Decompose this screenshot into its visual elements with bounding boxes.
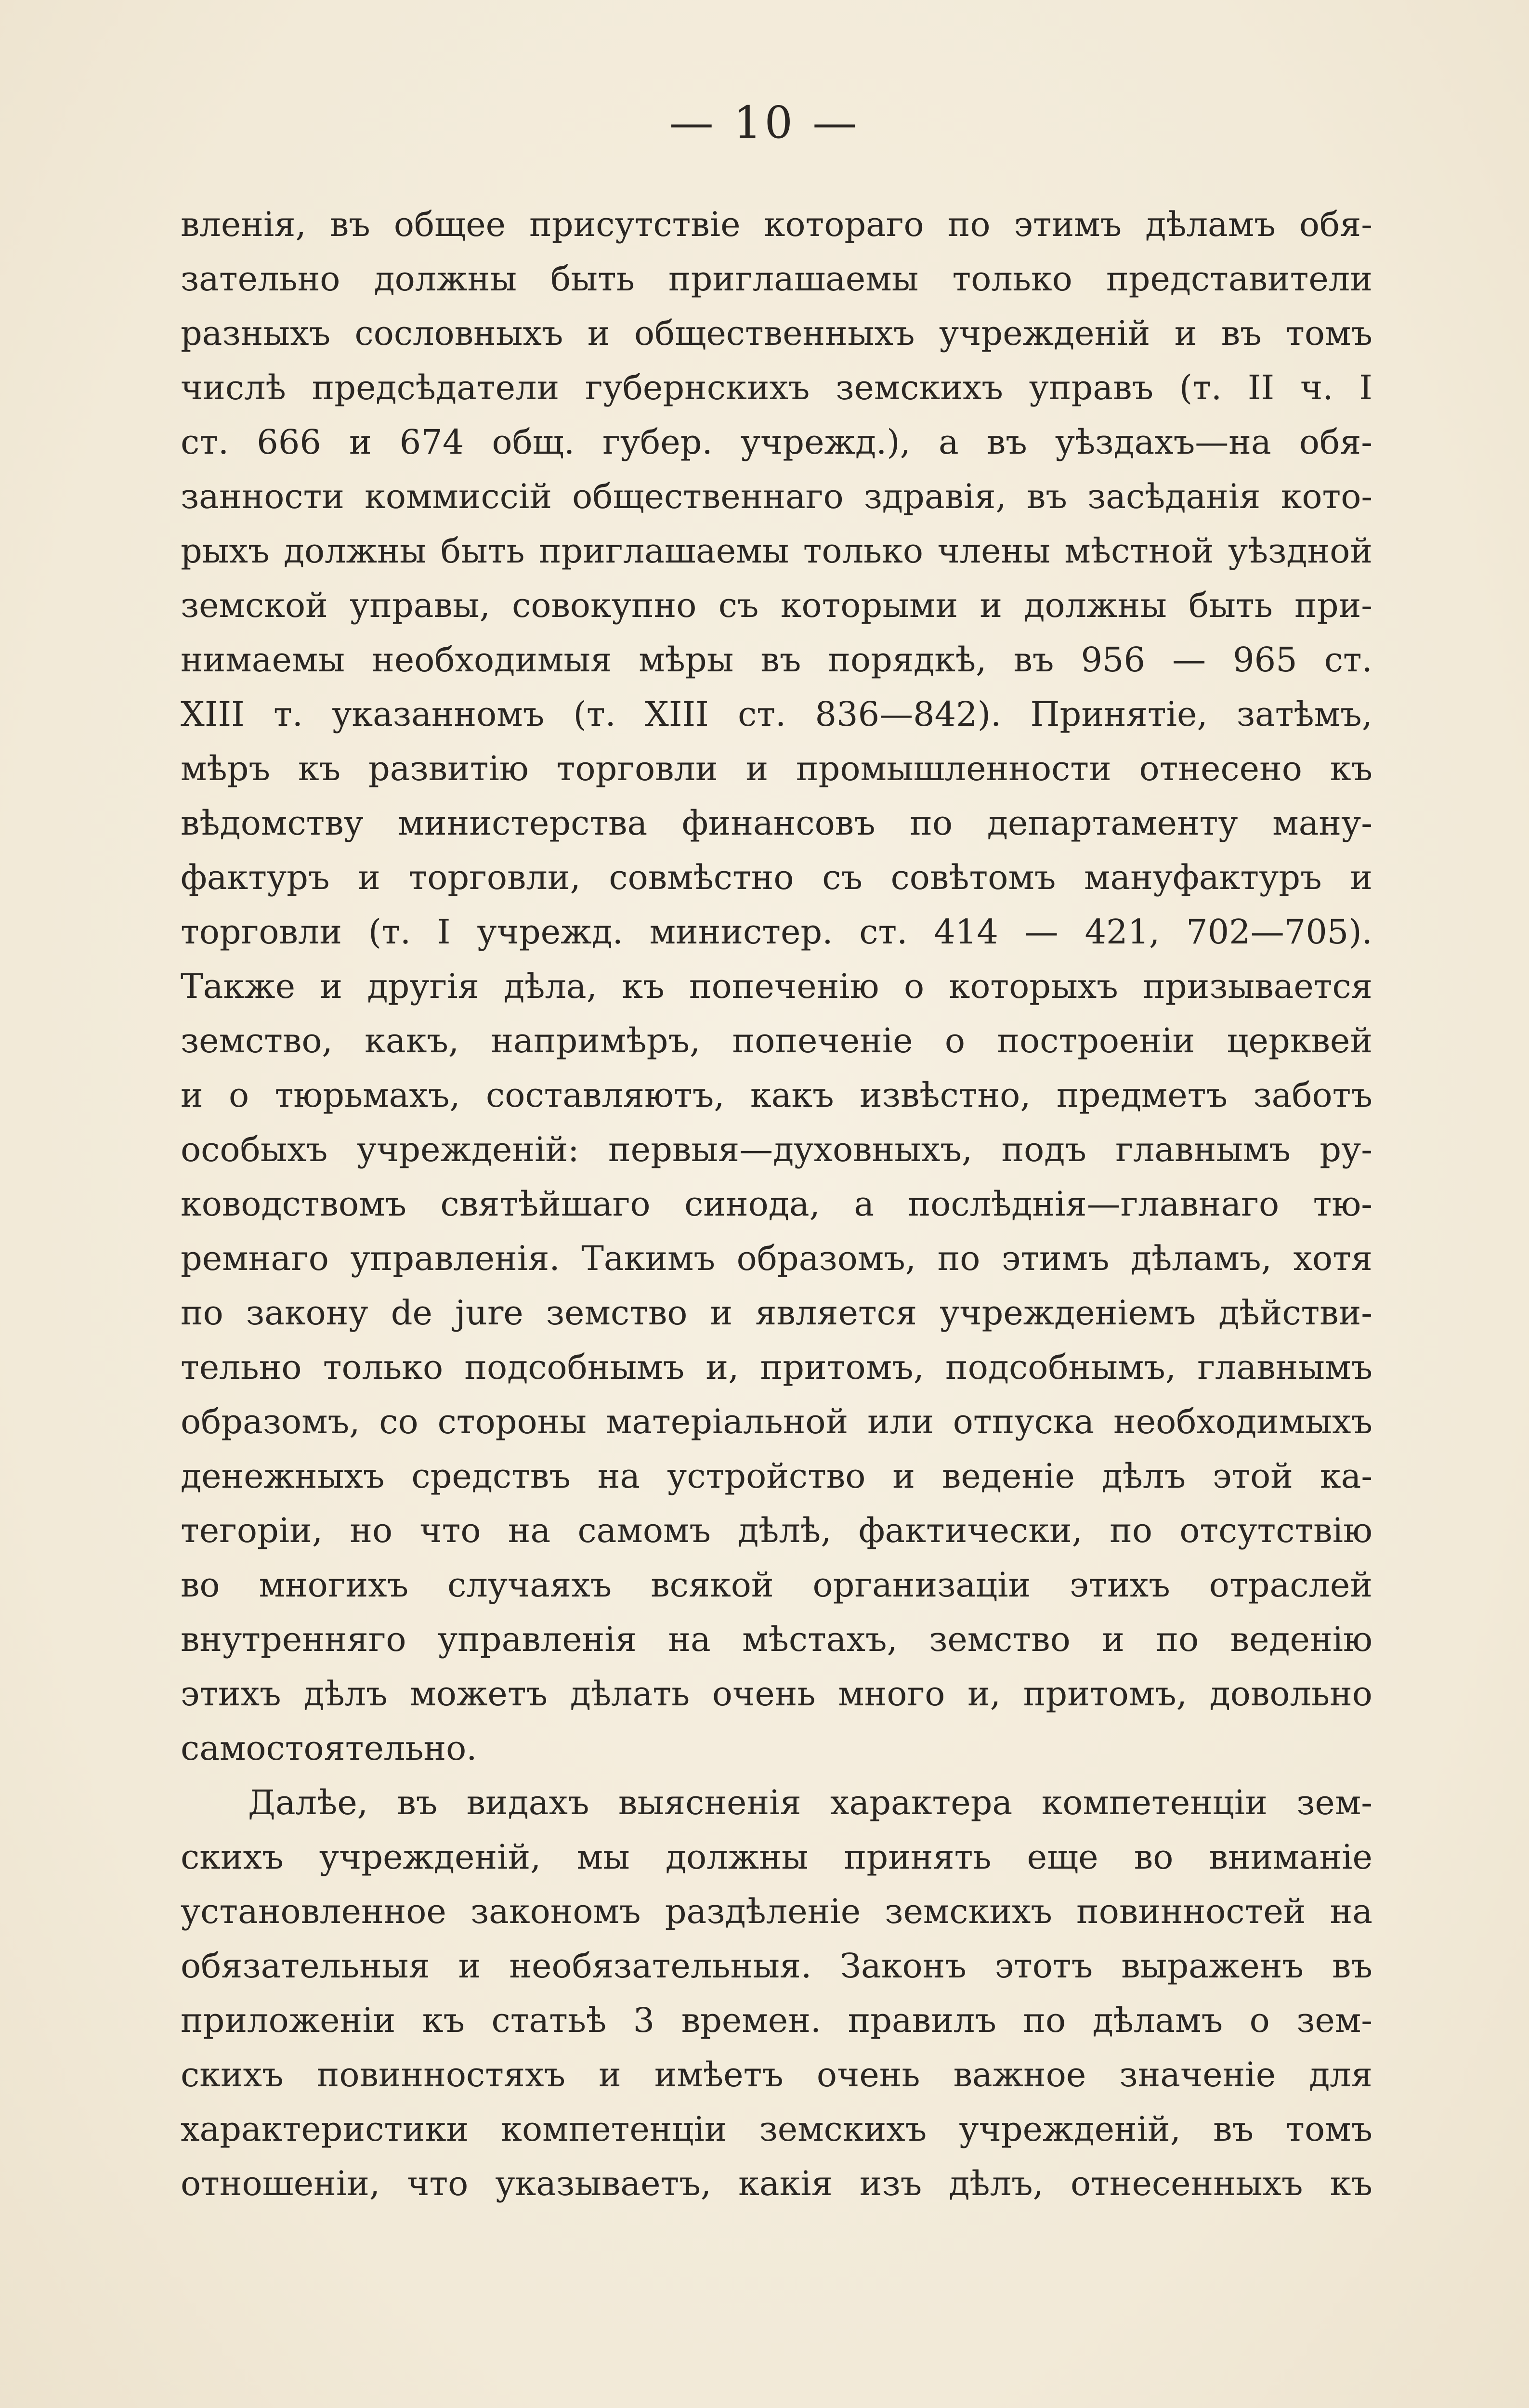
text-line: Далѣе, въ видахъ выясненія характера компетенціи зем- <box>248 1783 1372 1822</box>
text-line: характеристики компетенціи земскихъ учрежденій, въ томъ <box>181 2109 1372 2149</box>
text-line: ководствомъ святѣйшаго синода, а послѣднія—главнаго тю- <box>181 1184 1372 1224</box>
text-line: мѣръ къ развитію торговли и промышленности отнесено къ <box>181 749 1372 788</box>
text-line: тельно только подсобнымъ и, притомъ, подсобнымъ, главнымъ <box>181 1348 1372 1387</box>
text-line: скихъ повинностяхъ и имѣетъ очень важное значеніе для <box>181 2055 1372 2094</box>
text-line: вѣдомству министерства финансовъ по департаменту ману- <box>181 803 1372 843</box>
text-line: торговли (т. I учрежд. министер. ст. 414 — 421, 702—705). <box>181 912 1372 952</box>
text-line: образомъ, со стороны матеріальной или отпуска необходимыхъ <box>181 1402 1372 1441</box>
text-line: XIII т. указанномъ (т. XIII ст. 836—842). Принятіе, затѣмъ, <box>181 694 1372 734</box>
text-line: установленное закономъ раздѣленіе земскихъ повинностей на <box>181 1892 1372 1931</box>
text-line: обязательныя и необязательныя. Законъ этотъ выраженъ въ <box>181 1946 1372 1986</box>
text-line: Также и другія дѣла, къ попеченію о которыхъ призывается <box>181 967 1372 1006</box>
text-line: рыхъ должны быть приглашаемы только члены мѣстной уѣздной <box>181 531 1372 571</box>
text-line: ст. 666 и 674 общ. губер. учрежд.), а въ уѣздахъ—на обя- <box>181 422 1372 462</box>
text-line: разныхъ сословныхъ и общественныхъ учрежденій и въ томъ <box>181 314 1372 353</box>
text-line: самостоятельно. <box>181 1728 477 1768</box>
text-line: тегоріи, но что на самомъ дѣлѣ, фактически, по отсутствію <box>181 1511 1372 1550</box>
text-line: приложеніи къ статьѣ 3 времен. правилъ по дѣламъ о зем- <box>181 2001 1372 2040</box>
body-text <box>181 197 1372 2211</box>
text-line: внутренняго управленія на мѣстахъ, земство и по веденію <box>181 1620 1372 1659</box>
text-line: фактуръ и торговли, совмѣстно съ совѣтомъ мануфактуръ и <box>181 858 1372 897</box>
text-line: ремнаго управленія. Такимъ образомъ, по этимъ дѣламъ, хотя <box>181 1239 1372 1278</box>
text-line: земство, какъ, напримѣръ, попеченіе о построеніи церквей <box>181 1021 1372 1060</box>
text-line: во многихъ случаяхъ всякой организаціи этихъ отраслей <box>181 1565 1372 1605</box>
text-line: этихъ дѣлъ можетъ дѣлать очень много и, притомъ, довольно <box>181 1674 1372 1714</box>
text-line: денежныхъ средствъ на устройство и веденіе дѣлъ этой ка- <box>181 1456 1372 1496</box>
text-line: нимаемы необходимыя мѣры въ порядкѣ, въ 956 — 965 ст. <box>181 640 1372 680</box>
text-line: скихъ учрежденій, мы должны принять еще во вниманіе <box>181 1837 1372 1877</box>
text-line: и о тюрьмахъ, составляютъ, какъ извѣстно, предметъ заботъ <box>181 1075 1372 1115</box>
text-line: вленія, въ общее присутствіе котораго по этимъ дѣламъ обя- <box>181 205 1372 244</box>
text-line: по закону de jure земство и является учрежденіемъ дѣйстви- <box>181 1293 1372 1333</box>
text-line: особыхъ учрежденій: первыя—духовныхъ, подъ главнымъ ру- <box>181 1130 1372 1169</box>
text-line: занности коммиссій общественнаго здравія, въ засѣданія кото- <box>181 477 1372 516</box>
text-line: отношеніи, что указываетъ, какія изъ дѣлъ, отнесенныхъ къ <box>181 2164 1372 2203</box>
text-line: числѣ предсѣдатели губернскихъ земскихъ управъ (т. II ч. I <box>181 368 1372 407</box>
text-line: земской управы, совокупно съ которыми и должны быть при- <box>181 586 1372 625</box>
text-line: зательно должны быть приглашаемы только представители <box>181 259 1372 299</box>
page-number: — 10 — <box>669 97 860 148</box>
